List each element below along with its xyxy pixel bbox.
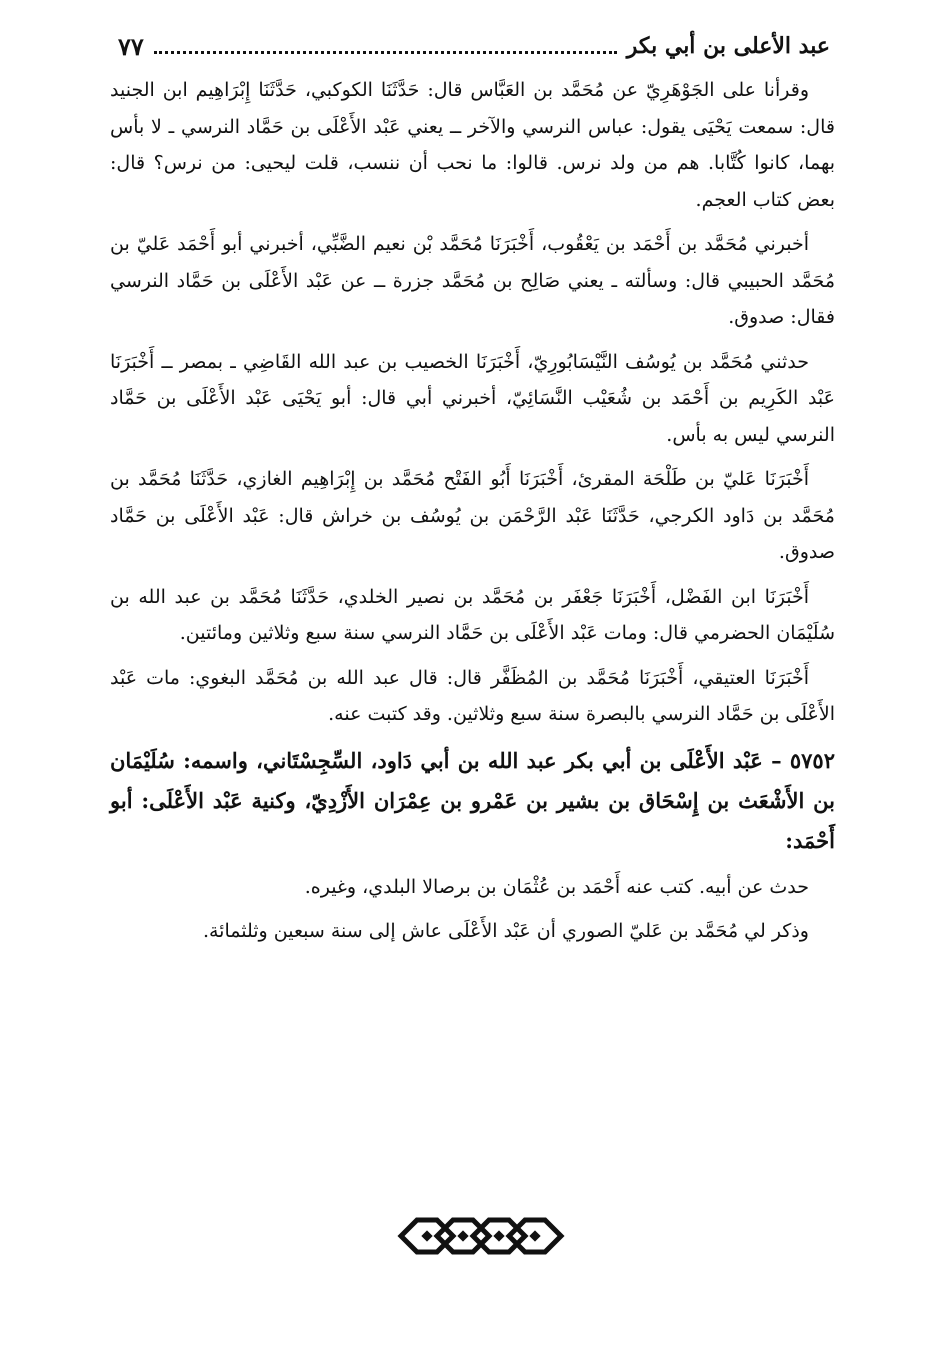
paragraph: وقرأنا على الجَوْهَرِيّ عن مُحَمَّد بن العَبَّاس قال: حَدَّثَنَا الكوكبي، حَدَّثَنَا إِبْرَاهِيم ابن الجنيد قال: سمعت يَحْيَى يقول: عباس النرسي والآخر ــ يعني عَبْد الأَعْلَى بن حَمَّاد النرسي ـ لا بأس بهما، كانوا كُتَّابا. هم من ولد نرس. قالوا: ما نحب أن ننسب، قلت ليحيى: من نرس؟ قال: بعض كتاب العجم. [110, 79, 835, 211]
entry-paragraph: وذكر لي مُحَمَّد بن عَليّ الصوري أن عَبْد الأَعْلَى عاش إلى سنة سبعين وثلثمائة. [202, 920, 809, 942]
page-number: ٧٧ [118, 31, 144, 61]
page-header [118, 26, 830, 66]
paragraph: حدثني مُحَمَّد بن يُوسُف النَّيْسَابُورِيّ، أَخْبَرَنَا الخصيب بن عبد الله القَاضِي ـ بمصر ــ أَخْبَرَنَا عَبْد الكَرِيم بن أَحْمَد بن شُعَيْب النَّسَائِيّ، أخبرني أبي قال: أبو يَحْيَى عَبْد الأَعْلَى بن حَمَّاد النرسي ليس به بأس. [110, 350, 835, 446]
entry-heading: ٥٧٥٢ – عَبْد الأَعْلَى بن أبي بكر عبد الله بن أبي دَاود، السِّجِسْتَاني، واسمه: سُلَيْمَان بن الأَشْعَث بن إِسْحَاق بن بشير بن عَمْرو بن عِمْرَان الأَزْدِيّ، وكنية عَبْد الأَعْلَى: أبو أَحْمَد: [110, 747, 835, 853]
running-title: عبد الأعلى بن أبي بكر [626, 33, 830, 59]
entry-paragraph: حدث عن أبيه. كتب عنه أَحْمَد بن عُثْمَان بن برصالا البلدي، وغيره. [304, 875, 809, 898]
header-dot-leader [154, 51, 617, 54]
paragraph: أَخْبَرَنَا ابن الفَضْل، أَخْبَرَنَا جَعْفَر بن مُحَمَّد بن نصير الخلدي، حَدَّثَنَا مُحَمَّد بن عبد الله بن سُلَيْمَان الحضرمي قال: ومات عَبْد الأَعْلَى بن حَمَّاد النرسي سنة سبع وثلاثين ومائتين. [110, 585, 835, 644]
paragraph: أخبرني مُحَمَّد بن أَحْمَد بن يَعْقُوب، أَخْبَرَنَا مُحَمَّد بْن نعيم الضَّبِّي، أخبرني أبو أَحْمَد عَليّ بن مُحَمَّد الحبيبي قال: وسألته ـ يعني صَالِح بن مُحَمَّد جزرة ــ عن عَبْد الأَعْلَى بن حَمَّاد النرسي فقال: صدوق. [110, 233, 835, 328]
paragraph: أَخْبَرَنَا عَليّ بن طَلْحَة المقرئ، أَخْبَرَنَا أَبُو الفَتْح مُحَمَّد بن إِبْرَاهِيم الغازي، حَدَّثَنَا مُحَمَّد بن مُحَمَّد بن دَاود الكرجي، حَدَّثَنَا عَبْد الرَّحْمَن بن يُوسُف بن خراش قال: عَبْد الأَعْلَى بن حَمَّاد صدوق. [110, 468, 835, 563]
interlaced-knot-ornament-icon [395, 1212, 565, 1260]
page-body [110, 72, 835, 958]
paragraph: أَخْبَرَنَا العتيقي، أَخْبَرَنَا مُحَمَّد بن المُظَفَّر قال: قال عبد الله بن مُحَمَّد البغوي: مات عَبْد الأَعْلَى بن حَمَّاد النرسي بالبصرة سنة سبع وثلاثين. وقد كتبت عنه. [110, 666, 835, 725]
